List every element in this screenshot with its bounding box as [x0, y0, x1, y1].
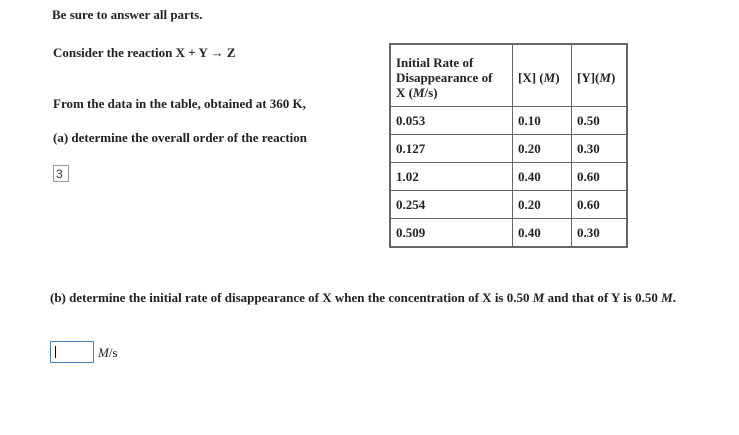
cell-x: 0.10 [513, 107, 572, 135]
table-row [390, 219, 627, 248]
cell-y: 0.60 [572, 191, 628, 219]
header-y-concentration [572, 44, 628, 107]
part-b-text-3: . [672, 290, 676, 305]
part-b-unit-1: M [532, 290, 545, 305]
source-statement: From the data in the table, obtained at 360 K, [53, 96, 306, 111]
header-initial-rate [390, 44, 513, 107]
cell-rate: 0.127 [390, 135, 513, 163]
part-b-question [50, 290, 710, 306]
part-a-question: (a) determine the overall order of the reaction [53, 130, 308, 145]
cell-x: 0.20 [513, 135, 572, 163]
header-y-unit: M [599, 69, 611, 85]
text-cursor [55, 346, 56, 358]
cell-rate: 1.02 [390, 163, 513, 191]
cell-x: 0.40 [513, 219, 572, 248]
header-rate-line1: Initial Rate of [396, 54, 474, 70]
part-a-answer-field[interactable]: 3 [53, 165, 69, 182]
unit-per-second: /s [108, 345, 118, 360]
header-x-suffix: ) [555, 69, 560, 85]
unit-m: M [98, 345, 109, 360]
table-header-row [390, 44, 627, 107]
header-x-prefix: [X] ( [518, 69, 544, 85]
cell-y: 0.30 [572, 219, 628, 248]
cell-y: 0.50 [572, 107, 628, 135]
header-y-prefix: [Y]( [577, 69, 600, 85]
cell-y: 0.30 [572, 135, 628, 163]
header-rate-line3-suffix: /s) [424, 84, 438, 100]
cell-rate: 0.509 [390, 219, 513, 248]
header-rate-line2: Disappearance of [396, 69, 493, 85]
table-row [390, 163, 627, 191]
part-b-unit-label [98, 345, 118, 361]
table-row [390, 191, 627, 219]
rate-data-table [389, 43, 628, 248]
cell-y: 0.60 [572, 163, 628, 191]
part-b-text-1: (b) determine the initial rate of disappearance of X when the concentration of X is 0.50 [50, 290, 533, 305]
header-y-suffix: ) [610, 69, 616, 85]
instruction-text: Be sure to answer all parts. [52, 7, 203, 22]
header-x-unit: M [543, 69, 556, 85]
reaction-statement: Consider the reaction X + Y → Z [53, 45, 236, 60]
part-b-unit-2: M [661, 290, 673, 305]
header-rate-line3-prefix: X ( [396, 84, 413, 100]
header-rate-unit: M [412, 84, 425, 100]
part-b-text-2: and that of Y is 0.50 [544, 290, 662, 305]
cell-x: 0.40 [513, 163, 572, 191]
cell-rate: 0.254 [390, 191, 513, 219]
table-row [390, 135, 627, 163]
part-b-answer-field[interactable] [50, 341, 94, 363]
table-row [390, 107, 627, 135]
cell-rate: 0.053 [390, 107, 513, 135]
cell-x: 0.20 [513, 191, 572, 219]
header-x-concentration [513, 44, 572, 107]
